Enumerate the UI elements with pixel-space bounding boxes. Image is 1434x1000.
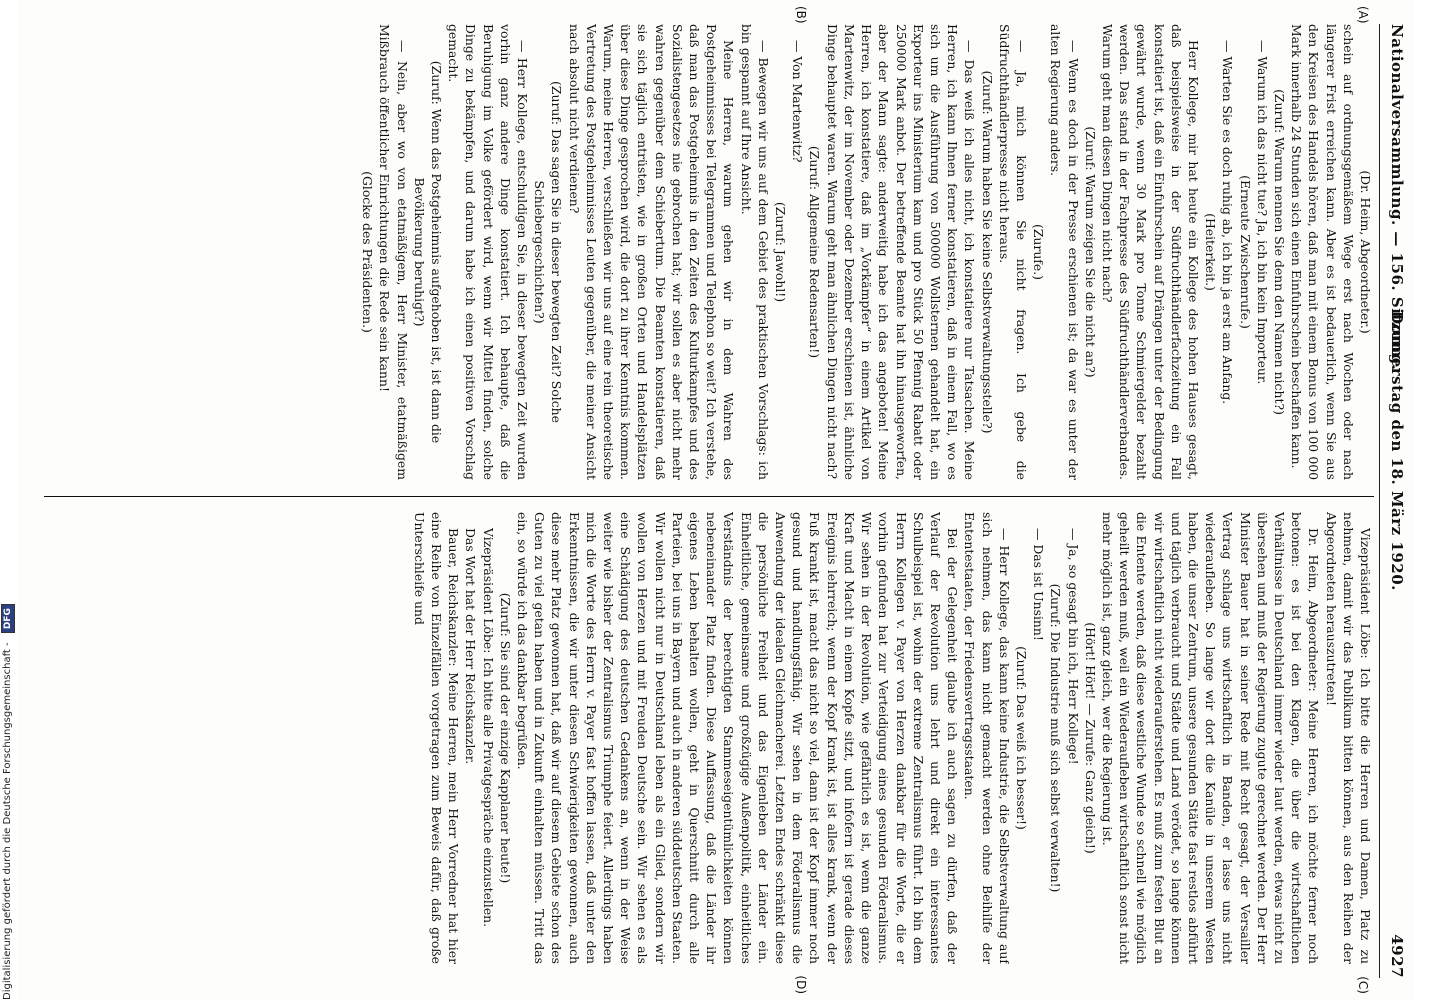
interjection: (Zuruf: Warum zeigen Sie die nicht an?): [1082, 126, 1098, 378]
interjection: (Zuruf: Warum haben Sie keine Selbstverwaltungsstelle?): [979, 70, 995, 434]
interjection: (Zuruf: Jawohl!): [773, 201, 789, 303]
paragraph: Bauer, Reichskanzler: Meine Herren, mein Herr Vorredner hat hier eine Reihe von Einzelfällen vorgetragen zum Beweis dafür, daß große Unterschleife und: [411, 512, 462, 964]
interjection: (Zuruf: Sie sind der einzige Kapplaner heute!): [497, 592, 513, 884]
interjection: (Zuruf: Warum nennen Sie denn den Namen nicht?): [1271, 89, 1287, 415]
interjection: (Zuruf: Die Industrie muß sich selbst verwalten!): [1048, 583, 1064, 893]
right-column: [44, 512, 1374, 964]
paragraph: — Warten Sie es doch ruhig ab, ich bin ja erst am Anfang.: [1220, 40, 1236, 405]
interjection: (Hört! Hört! — Zurufe: Ganz gleich!): [1082, 622, 1098, 854]
paragraph: — Wenn es doch in der Presse erschienen ist; da war es unter der alten Regierung anders.: [1048, 24, 1081, 480]
paragraph: — Das weiß ich alles nicht, ich konstatiere nur Tatsachen. Meine Herren, ich kann Ihnen ferner konstatieren, daß in einem Fall, wo es sich um die Ausführung von 500000 Wollsternen gehandelt hat, ein Exporteur ins Ministerium kam und pro Stück 50 Pfennig Rabatt oder 250000 Mark anbot. Der betreffende Beamte hat ihn hinausgeworfen, aber der Mann sagte: anderweitig habe ich das angeboten! Meine Herren, ich konstatiere, daß im „Vorkämpfer“ in einem Artikel von Martenwitz, der im November oder Dezember erschienen ist, ähnliche Dinge behauptet waren. Warum geht man ähnlichen Dingen nicht nach?: [824, 24, 978, 480]
paragraph: — Warum ich das nicht tue? Ja, ich bin kein Importeur.: [1254, 40, 1270, 385]
paragraph: — Das ist Unsinn!: [1031, 528, 1047, 641]
header-date: [1388, 311, 1406, 978]
paragraph: schein auf ordnungsgemäßem Wege erst nach Wochen oder nach längerer Frist erreichen kann. Aber es ist bedauerlich, wenn Sie aus den Kreisen des Handels hören, daß man mit einem Bonus von 100 000 Mark innerhalb 24 Stunden sich einen Einfuhrschein beschaffen kann.: [1289, 24, 1356, 480]
interjection: (Zuruf: Das sagen Sie in dieser bewegten Zeit? Solche Schiebergeschichten?): [532, 81, 565, 423]
scanned-page: [18, 0, 1414, 1000]
paragraph: — Bewegen wir uns auf dem Gebiet des praktischen Vorschlags: ich bin gespannt auf Ihre Ansicht.: [738, 24, 771, 480]
paragraph: Vizepräsident Löbe: Ich bitte die Herren und Damen, Platz zu nehmen, damit wir das Publikum bitten können, aus den Reihen der Abgeordneten herauszutreten!: [1323, 512, 1373, 964]
paragraph: — Herr Kollege, das kann keine Industrie, die Selbstverwaltung auf sich nehmen, das kann nicht gemacht werden ohne Beihilfe der Ententestaaten, der Friedensvertragsstaaten.: [962, 512, 1012, 964]
left-column: [44, 24, 1374, 480]
paragraph: Das Wort hat der Herr Reichskanzler.: [463, 528, 479, 765]
interjection: (Zuruf: Allgemeine Redensarten!): [807, 145, 823, 359]
interjection: (Zuruf: Das weiß ich besser!): [1013, 646, 1029, 830]
speaker-continuation: (Dr. Heim, Abgeordneter.): [1358, 170, 1373, 334]
dfg-logo: DFG: [1, 604, 15, 633]
running-header: [1380, 24, 1406, 978]
interjection: (Erneute Zwischenrufe.): [1237, 175, 1253, 329]
digitization-credit: [0, 0, 16, 1000]
paragraph: Dr. Heim, Abgeordneter: Meine Herren, ich möchte ferner noch betonen: es ist bei den Klagen, die über die wirtschaftlichen Verhältnisse in Deutschland immer wieder laut werden, etwas nicht zu übersehen und muß der Regierung zugute gerechnet werden. Der Herr Minister Bauer hat in seiner Rede mit Recht gesagt, der Versailler Vertrag schlage uns wirtschaftlich in Banden, er lasse uns nicht wiederaufleben. So lange wir dort die Kanüle in unserem Westen haben, die unser Zentrum, unsere gesunden Stätte fast restlos abführt und täglich verbraucht und Städte und Land verödet, so lange können wir wirtschaftlich nicht wiederauferstehen. Es muß zum festen Blut an die Entente werden, daß diese westliche Wunde so schnell wie möglich geheilt werden muß, weil ein Wiederaufleben wirtschaftlich sonst nicht mehr möglich ist, ganz gleich, wer die Regierung ist.: [1099, 512, 1322, 964]
paragraph: — Ja, so gesagt bin ich, Herr Kollege!: [1065, 528, 1081, 765]
interjection: (Heiterkeit.): [1203, 213, 1219, 291]
paragraph: Herr Kollege, mir hat heute ein Kollege des hohen Hauses gesagt, daß beispielsweise in der Südfruchthändlerfachzeitung ein Fall konstatiert ist, daß ein Einfuhrschein auf Drängen unter der Bedingung gewährt wurde, wenn 30 Mark pro Tonne Schmiergelder bezahlt werden. Das stand in der Fachpresse des Südfruchthändlerverbandes. Warum geht man diesen Dingen nicht nach?: [1099, 24, 1201, 480]
interjection: (Zurufe.): [1031, 223, 1047, 281]
credit-text: Digitalisierung gefördert durch die Deutsche Forschungsgemeinschaft -: [2, 642, 13, 1000]
paragraph: — Herr Kollege, entschuldigen Sie, in dieser bewegten Zeit wurden vorhin ganz andere Dinge konstatiert. Ich behaupte, daß die Beruhigung im Volke gefördert wird, wenn wir Mittel finden, solche Dinge zu bekämpfen, und darum habe ich einen positiven Vorschlag gemacht.: [446, 24, 531, 480]
interjection: (Zuruf: Wenn das Postgeheimnis aufgehoben ist, ist dann die Bevölkerung beruhigt?): [411, 60, 445, 444]
paragraph: — Nein, aber wo von etatmäßigem, Herr Minister, etatmäßigem Mißbrauch öffentlicher Einrichtungen die Rede sein kann!: [377, 24, 410, 480]
margin-mark-d: (D): [794, 975, 808, 994]
header-rule: [1379, 24, 1380, 978]
margin-mark-b: (B): [794, 6, 808, 24]
interjection: (Glocke des Präsidenten.): [360, 171, 376, 333]
header-title: Nationalversammlung. — 156. Sitzung.: [1388, 24, 1406, 371]
header-date-text: Donnerstag den 18. März 1920.: [1388, 310, 1406, 591]
paragraph: Vizepräsident Löbe: Ich bitte alle Privatgespräche einzustellen.: [480, 528, 496, 928]
margin-mark-a: (A): [1356, 6, 1370, 24]
paragraph: Meine Herren, warum gehen wir in dem Wahren des Postgeheimnisses bei Telegrammen und Telephon so weit? Ich verstehe, daß man das Postgeheimnis in den Zeiten des Kulturkampfes und des Sozialistengesetzes nie gebrochen hat; wir sollen es aber nicht mehr wahren gegenüber dem Schiebertum. Die Beamten konstatieren, daß sie sich täglich entrüsten, wie in großen Orten und Handelsplätzen über diese Dinge gesprochen wird, die dort zu ihrer Kenntnis kommen. Warum, meine Herren, verschließen wir uns auf eine rein theoretische Vertretung des Postgeheimnisses Leuten gegenüber, die meiner Ansicht nach absolut nicht verdienen?: [566, 24, 737, 480]
paragraph: — Ja, mich können Sie nicht fragen. Ich gebe die Südfruchthändlerpresse nicht heraus.: [996, 24, 1029, 480]
page-number: 4927: [1388, 934, 1406, 978]
paragraph: — Von Martenwitz?: [790, 40, 806, 163]
column-divider: [44, 496, 1374, 497]
margin-mark-c: (C): [1356, 976, 1370, 994]
paragraph: Bei der Gelegenheit glaube ich auch sagen zu dürfen, daß der Verlauf der Revolution uns lehrt und direkt ein interessantes Schulbeispiel ist, wohin der extreme Zentralismus führt. Ich bin dem Herrn Kollegen v. Payer von Herzen dankbar für die Worte, die er vorhin gefunden hat zur Verteidigung eines gesunden Föderalismus. Wir sehen in der Revolution, wie gefährlich es ist, wenn die ganze Kraft und Macht in einem Kopfe sitzt, und infofern ist gerade dieses Ereignis lehrreich; wenn der Kopf krank ist, ist alles krank, wenn der Fuß krankt ist, macht das nicht so viel, dann ist der Kopf immer noch gesund und handlungsfähig. Wir sehen in dem Föderalismus die Anwendung der idealen Gleichmacherei. Letzten Endes schränkt diese die persönliche Freiheit und das Eigenleben der Länder ein. Einheitliche, gemeinsame und großzügige Außenpolitik, einheitliches Verständnis der berechtigten Stammeseigentümlichkeiten können nebeneinander Platz finden. Diese Auffassung, daß die Länder ihr eigenes Leben behalten wollen, geht in Querschnitt durch alle Parteien, bei uns in Bayern und auch in anderen süddeutschen Staaten. Wir wollen nicht nur in Deutschland leben als ein Glied, sondern wir wollen von Herzen und mit Freuden Deutsche sein. Wir sehen es als eine Schädigung des deutschen Gedankens an, wenn in der Weise weiter wie bisher der Zentralismus Triumphe feiert. Allerdings haben mich die Worte des Herrn v. Payer fast hoffen lassen, daß unter den Erkenntnissen, die wir unter diesen Schwierigkeiten gewonnen, auch diese mehr Platz gewonnen hat, daß wir auf diesem Gebiete schon des Guten zu viel getan haben und in Zukunft einhalten müssen. Tritt das ein, so würde ich das dankbar begrüßen.: [515, 512, 961, 964]
